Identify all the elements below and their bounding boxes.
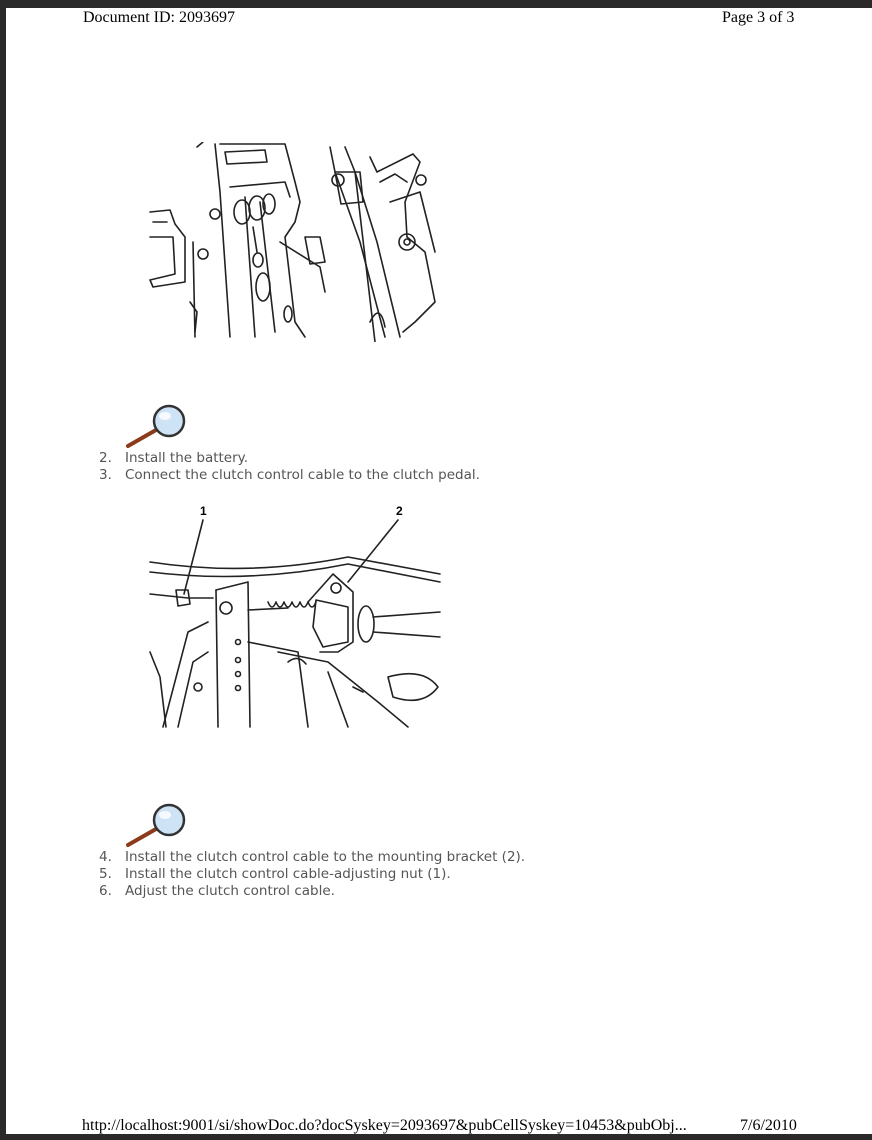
window-frame-left xyxy=(0,0,6,1140)
magnifier-icon[interactable] xyxy=(124,402,192,450)
footer-date: 7/6/2010 xyxy=(740,1117,797,1134)
list-item: 3. Connect the clutch control cable to the clutch pedal. xyxy=(99,467,480,483)
clutch-cable-illustration xyxy=(148,502,448,730)
list-item: 4. Install the clutch control cable to the mounting bracket (2). xyxy=(99,849,526,865)
page-number: Page 3 of 3 xyxy=(722,9,795,26)
document-id: Document ID: 2093697 xyxy=(83,9,235,26)
steps-list-1 xyxy=(99,450,480,484)
pedal-assembly-illustration xyxy=(145,142,445,342)
list-item: 6. Adjust the clutch control cable. xyxy=(99,883,335,899)
magnifier-icon[interactable] xyxy=(124,801,192,849)
list-item: 5. Install the clutch control cable-adjusting nut (1). xyxy=(99,866,451,882)
callout-2: 2 xyxy=(396,504,403,518)
callout-1: 1 xyxy=(200,504,207,518)
steps-list-2 xyxy=(99,849,525,900)
footer-url: http://localhost:9001/si/showDoc.do?docSyskey=2093697&pubCellSyskey=10453&pubObj... xyxy=(82,1117,687,1134)
list-item: 2. Install the battery. xyxy=(99,450,249,466)
window-frame-top xyxy=(0,0,872,8)
